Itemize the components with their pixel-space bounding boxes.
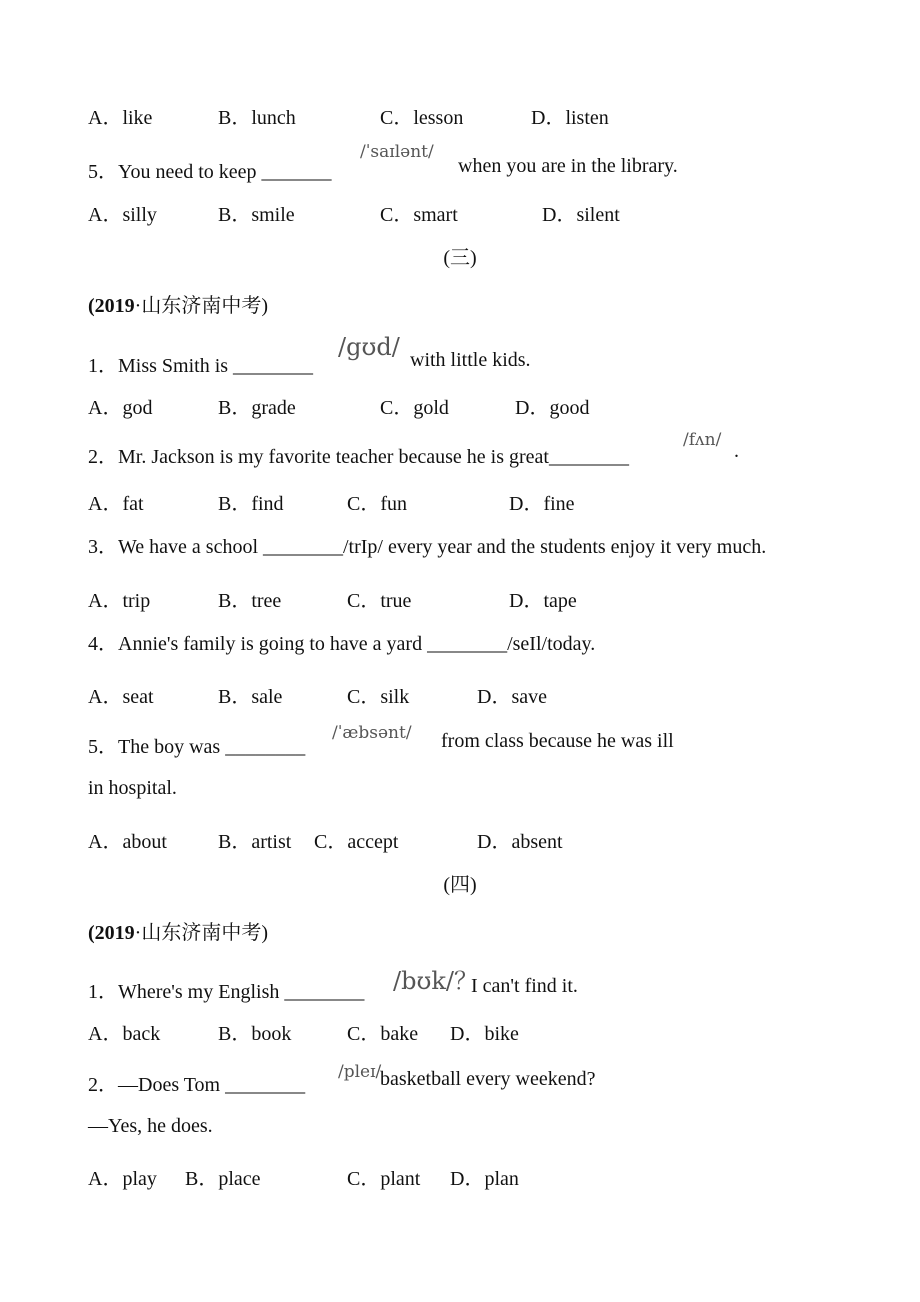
option-b: B．tree	[218, 590, 282, 612]
option-d: D．absent	[477, 831, 563, 853]
option-a: A．fat	[88, 493, 144, 515]
option-a: A．trip	[88, 590, 151, 612]
question-text-end: when you are in the library.	[458, 155, 678, 177]
option-a: A．seat	[88, 686, 154, 708]
phonetic: /pleɪ/	[338, 1062, 382, 1082]
option-a: A．god	[88, 397, 153, 419]
option-a: A．play	[88, 1168, 157, 1190]
option-b: B．lunch	[218, 107, 296, 129]
question-text: 1．Miss Smith is ________	[88, 355, 314, 377]
sec4-q2-answer: —Yes, he does.	[88, 1115, 213, 1137]
source-text: ·山东济南中考)	[134, 295, 268, 317]
question-text: 1．Where's my English ________	[88, 981, 365, 1003]
question-text-end: basketball every weekend?	[380, 1068, 596, 1090]
section-source	[88, 921, 268, 945]
section-heading-3: (三)	[443, 247, 477, 269]
option-d: D．save	[477, 686, 547, 708]
option-b: B．grade	[218, 397, 296, 419]
option-d: D．fine	[509, 493, 575, 515]
sec3-q3: 3．We have a school ________/trIp/ every year and the students enjoy it very much.	[88, 536, 767, 558]
question-text: 5．The boy was ________	[88, 736, 306, 758]
option-b: B．find	[218, 493, 284, 515]
section-heading-4: (四)	[443, 874, 477, 896]
option-a: A．about	[88, 831, 167, 853]
option-b: B．artist	[218, 831, 292, 853]
option-a: A．silly	[88, 204, 157, 226]
option-d: D．plan	[450, 1168, 519, 1190]
option-c: C．gold	[380, 397, 449, 419]
option-b: B．place	[185, 1168, 261, 1190]
question-text-end: .	[734, 440, 739, 462]
option-c: C．silk	[347, 686, 410, 708]
source-text: ·山东济南中考)	[134, 922, 268, 944]
option-b: B．sale	[218, 686, 283, 708]
option-c: C．fun	[347, 493, 407, 515]
phonetic: /gʊd/	[338, 333, 400, 361]
phonetic: /bʊk/？	[393, 967, 478, 995]
option-b: B．book	[218, 1023, 292, 1045]
option-a: A．back	[88, 1023, 161, 1045]
option-d: D．good	[515, 397, 590, 419]
source-year: (2019	[88, 922, 135, 944]
option-d: D．bike	[450, 1023, 519, 1045]
option-c: C．true	[347, 590, 412, 612]
option-b: B．smile	[218, 204, 295, 226]
sec3-q5-continued: in hospital.	[88, 777, 177, 799]
phonetic: /ˈæbsənt/	[332, 723, 412, 743]
question-text-end: from class because he was ill	[441, 730, 674, 752]
option-c: C．smart	[380, 204, 458, 226]
question-text-end: with little kids.	[410, 349, 531, 371]
option-c: C．accept	[314, 831, 399, 853]
sec3-q4: 4．Annie's family is going to have a yard ________/seIl/today.	[88, 633, 596, 655]
phonetic: /fʌn/	[683, 430, 722, 450]
option-a: A．like	[88, 107, 153, 129]
question-text: 5．You need to keep _______	[88, 161, 332, 183]
option-d: D．tape	[509, 590, 577, 612]
phonetic: /ˈsaɪlənt/	[360, 142, 434, 162]
option-d: D．silent	[542, 204, 620, 226]
option-c: C．lesson	[380, 107, 464, 129]
question-text: 2．—Does Tom ________	[88, 1074, 306, 1096]
option-c: C．plant	[347, 1168, 421, 1190]
option-c: C．bake	[347, 1023, 419, 1045]
section-source	[88, 294, 268, 318]
question-text: 2．Mr. Jackson is my favorite teacher because he is great________	[88, 446, 629, 468]
source-year: (2019	[88, 295, 135, 317]
question-text-end: I can't find it.	[471, 975, 578, 997]
option-d: D．listen	[531, 107, 609, 129]
